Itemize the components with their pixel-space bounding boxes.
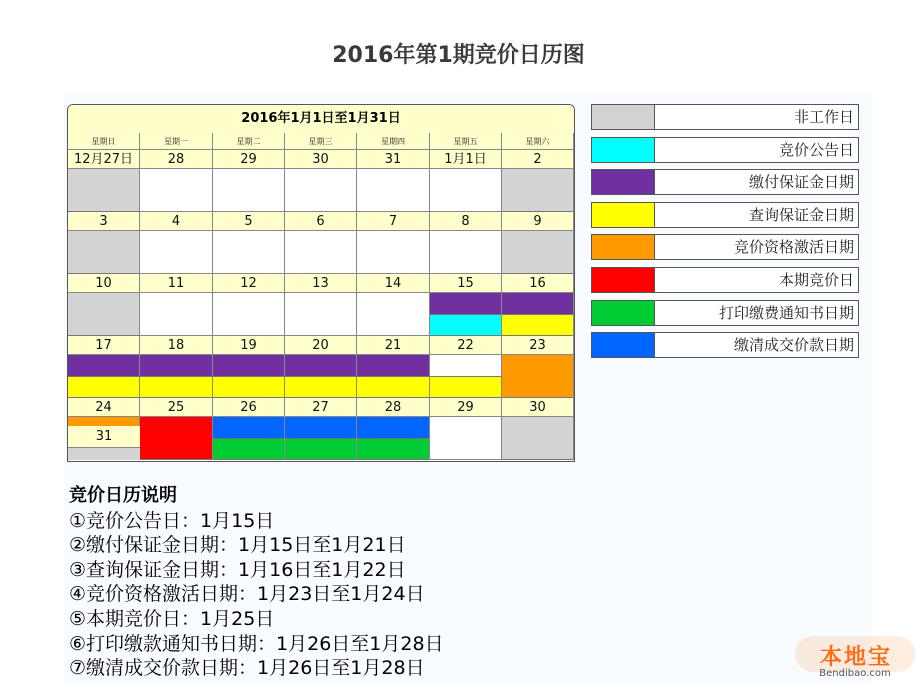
- mark-print_notice: [285, 439, 356, 461]
- day-number: 12月27日: [68, 150, 140, 169]
- mark-empty: [430, 355, 501, 377]
- day-cell: [140, 355, 213, 398]
- day-cell: [430, 231, 502, 274]
- legend-item: [591, 202, 859, 228]
- legend-item: [591, 234, 859, 260]
- legend-item: [591, 267, 859, 293]
- notes: [69, 484, 444, 681]
- day-number-extra: 31: [68, 426, 140, 448]
- legend-swatch: [592, 333, 655, 357]
- mark-non_working: [68, 448, 140, 460]
- day-number: 23: [502, 336, 574, 355]
- calendar: [67, 104, 575, 462]
- mark-announcement: [430, 315, 501, 337]
- legend-swatch: [592, 268, 655, 292]
- day-cell: [357, 417, 430, 460]
- mark-deposit_pay: [68, 355, 139, 377]
- mark-payment: [285, 417, 356, 439]
- legend-item: [591, 104, 859, 130]
- day-number: 11: [140, 274, 213, 293]
- day-number: 31: [357, 150, 430, 169]
- day-cell: [213, 293, 285, 336]
- day-cell: [213, 417, 285, 460]
- day-cell: [285, 231, 357, 274]
- day-cell: [430, 169, 502, 212]
- mark-non_working: [502, 169, 573, 212]
- day-cell: [285, 293, 357, 336]
- weekday-header: 星期四: [357, 133, 430, 150]
- day-number: 4: [140, 212, 213, 231]
- legend-label: 竞价资格激活日期: [733, 238, 854, 257]
- weekday-header: 星期五: [430, 133, 502, 150]
- day-number: 6: [285, 212, 357, 231]
- legend-swatch: [592, 105, 655, 129]
- legend-item: [591, 137, 859, 163]
- day-number: 15: [430, 274, 502, 293]
- mark-deposit_query: [502, 315, 573, 337]
- legend-item: [591, 169, 859, 195]
- day-number: 1月1日: [430, 150, 502, 169]
- mark-deposit_pay: [502, 293, 573, 315]
- page-title: 2016年第1期竞价日历图: [332, 43, 585, 68]
- day-number: 21: [357, 336, 430, 355]
- mark-non_working: [68, 293, 139, 336]
- mark-deposit_query: [213, 377, 284, 399]
- day-cell: [502, 355, 574, 398]
- day-cell: [502, 417, 574, 460]
- day-cell: [140, 417, 213, 460]
- weekday-header: 星期三: [285, 133, 357, 150]
- legend-swatch: [592, 203, 655, 227]
- day-cell: [140, 293, 213, 336]
- legend-item: [591, 332, 859, 358]
- day-cell: [140, 169, 213, 212]
- legend-swatch: [592, 138, 655, 162]
- day-number: 27: [285, 398, 357, 417]
- day-number: 30: [502, 398, 574, 417]
- day-cell: [502, 169, 574, 212]
- day-number: 2: [502, 150, 574, 169]
- note-line: ①竞价公告日：1月15日: [69, 509, 275, 532]
- legend-label: 本期竞价日: [778, 271, 854, 289]
- day-number: 13: [285, 274, 357, 293]
- day-number: 9: [502, 212, 574, 231]
- note-line: ⑥打印缴款通知书日期：1月26日至1月28日: [69, 632, 444, 655]
- day-cell: [430, 293, 502, 336]
- day-number: 18: [140, 336, 213, 355]
- watermark-url: Bendibao.com: [819, 668, 891, 679]
- mark-auction: [140, 417, 212, 460]
- legend-label: 竞价公告日: [778, 140, 854, 159]
- day-number: 22: [430, 336, 502, 355]
- day-number: 5: [213, 212, 285, 231]
- day-number: 25: [140, 398, 213, 417]
- day-number: 24: [68, 398, 140, 417]
- day-cell: [68, 231, 140, 274]
- day-cell: [140, 231, 213, 274]
- day-number: 14: [357, 274, 430, 293]
- day-cell: [68, 293, 140, 336]
- day-number: 30: [285, 150, 357, 169]
- mark-deposit_query: [140, 377, 212, 399]
- legend-label: 打印缴费通知书日期: [718, 303, 854, 322]
- weekday-header: 星期一: [140, 133, 213, 150]
- day-cell: [68, 169, 140, 212]
- day-cell: [213, 231, 285, 274]
- legend-item: [591, 300, 859, 326]
- day-number: 28: [357, 398, 430, 417]
- legend-label: 非工作日: [793, 108, 854, 126]
- day-number: 16: [502, 274, 574, 293]
- mark-deposit_pay: [140, 355, 212, 377]
- day-cell: [68, 355, 140, 398]
- day-cell: [357, 169, 430, 212]
- mark-deposit_query: [430, 377, 501, 399]
- note-line: ④竞价资格激活日期：1月23日至1月24日: [69, 583, 425, 606]
- mark-deposit_pay: [213, 355, 284, 377]
- mark-non_working: [68, 169, 139, 212]
- mark-activation: [502, 355, 573, 398]
- mark-deposit_pay: [285, 355, 356, 377]
- day-cell: [502, 231, 574, 274]
- day-cell: [502, 293, 574, 336]
- note-line: ⑤本期竞价日：1月25日: [69, 607, 275, 630]
- day-number: 8: [430, 212, 502, 231]
- day-cell: [213, 169, 285, 212]
- day-number: 29: [430, 398, 502, 417]
- note-line: ⑦缴清成交价款日期：1月26日至1月28日: [69, 657, 425, 680]
- day-number: 26: [213, 398, 285, 417]
- calendar-title: 2016年1月1日至1月31日: [68, 105, 574, 134]
- legend-label: 查询保证金日期: [748, 205, 854, 224]
- watermark-logo: 本地宝: [819, 645, 892, 670]
- day-number: 19: [213, 336, 285, 355]
- mark-deposit_query: [285, 377, 356, 399]
- day-number: 7: [357, 212, 430, 231]
- mark-print_notice: [213, 439, 284, 461]
- mark-payment: [357, 417, 429, 439]
- mark-print_notice: [357, 439, 429, 461]
- legend-label: 缴付保证金日期: [748, 173, 854, 192]
- legend-swatch: [592, 170, 655, 194]
- legend-label: 缴清成交价款日期: [733, 336, 854, 355]
- day-number: 17: [68, 336, 140, 355]
- day-cell: [430, 417, 502, 460]
- day-number: 28: [140, 150, 213, 169]
- weekday-header: 星期二: [213, 133, 285, 150]
- day-cell: [357, 293, 430, 336]
- mark-non_working: [68, 231, 139, 274]
- day-cell: [213, 355, 285, 398]
- mark-non_working: [502, 417, 573, 460]
- day-cell: [285, 169, 357, 212]
- mark-deposit_query: [68, 377, 139, 399]
- weekday-header: 星期六: [502, 133, 574, 150]
- day-number: 10: [68, 274, 140, 293]
- day-cell: [285, 355, 357, 398]
- day-number: 29: [213, 150, 285, 169]
- mark-deposit_pay: [357, 355, 429, 377]
- mark-deposit_query: [357, 377, 429, 399]
- note-line: ②缴付保证金日期：1月15日至1月21日: [69, 534, 406, 557]
- mark-non_working: [502, 231, 573, 274]
- weekday-header: 星期日: [68, 133, 140, 150]
- day-cell: [285, 417, 357, 460]
- note-line: ③查询保证金日期：1月16日至1月22日: [69, 558, 406, 581]
- day-cell: [430, 355, 502, 398]
- mark-deposit_pay: [430, 293, 501, 315]
- day-number: 20: [285, 336, 357, 355]
- mark-payment: [213, 417, 284, 439]
- notes-heading: 竞价日历说明: [69, 485, 177, 506]
- day-cell: [357, 355, 430, 398]
- day-cell: [357, 231, 430, 274]
- legend-swatch: [592, 301, 655, 325]
- legend-swatch: [592, 235, 655, 259]
- day-number: 3: [68, 212, 140, 231]
- day-number: 12: [213, 274, 285, 293]
